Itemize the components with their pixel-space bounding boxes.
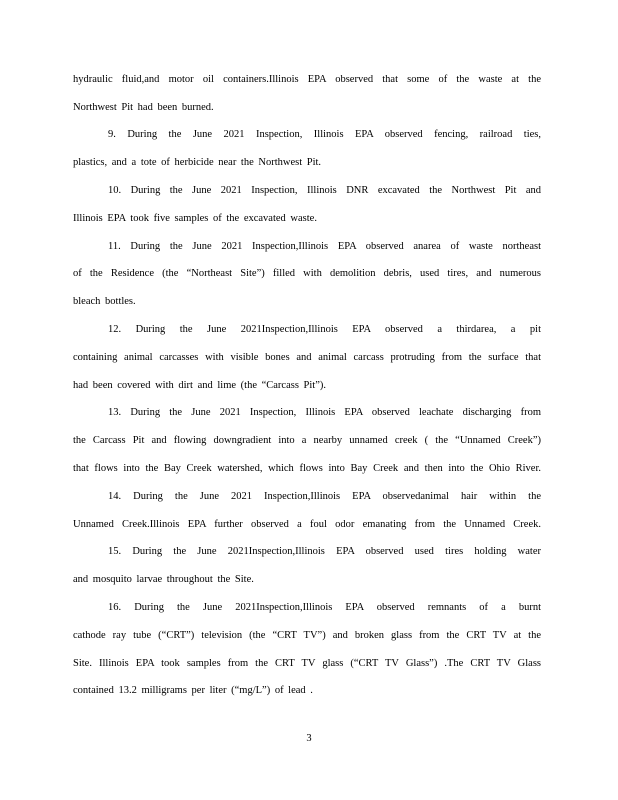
text-line: containing animal carcasses with visible bones and animal carcass protruding from the surface that	[73, 352, 541, 363]
text-line: bleach bottles.	[73, 296, 136, 307]
text-line: Northwest Pit had been burned.	[73, 102, 214, 113]
paragraph-9-line: 9. During the June 2021 Inspection, Illinois EPA observed fencing, railroad ties,	[108, 129, 541, 140]
text-line: and mosquito larvae throughout the Site.	[73, 574, 254, 585]
text-line: contained 13.2 milligrams per liter (“mg/L”) of lead .	[73, 685, 313, 696]
paragraph-10-line: 10. During the June 2021 Inspection, Illinois DNR excavated the Northwest Pit and	[108, 185, 541, 196]
paragraph-15-line: 15. During the June 2021Inspection,Illinois EPA observed used tires holding water	[108, 546, 541, 557]
text-line: of the Residence (the “Northeast Site”) filled with demolition debris, used tires, and numerous	[73, 268, 541, 279]
text-line: Site. Illinois EPA took samples from the CRT TV glass (“CRT TV Glass”) .The CRT TV Glass	[73, 658, 541, 669]
text-line: hydraulic fluid,and motor oil containers.Illinois EPA observed that some of the waste at the	[73, 74, 541, 85]
text-line: Illinois EPA took five samples of the excavated waste.	[73, 213, 317, 224]
text-line: the Carcass Pit and flowing downgradient into a nearby unnamed creek ( the “Unnamed Creek”)	[73, 435, 541, 446]
text-line: had been covered with dirt and lime (the “Carcass Pit”).	[73, 380, 326, 391]
page-number: 3	[306, 733, 312, 744]
paragraph-14-line: 14. During the June 2021 Inspection,Illinois EPA observedanimal hair within the	[108, 491, 541, 502]
paragraph-13-line: 13. During the June 2021 Inspection, Illinois EPA observed leachate discharging from	[108, 407, 541, 418]
text-line: that flows into the Bay Creek watershed, which flows into Bay Creek and then into the Ohio River.	[73, 463, 541, 474]
paragraph-11-line: 11. During the June 2021 Inspection,Illinois EPA observed anarea of waste northeast	[108, 241, 541, 252]
paragraph-16-line: 16. During the June 2021Inspection,Illinois EPA observed remnants of a burnt	[108, 602, 541, 613]
text-line: cathode ray tube (“CRT”) television (the “CRT TV”) and broken glass from the CRT TV at the	[73, 630, 541, 641]
text-line: plastics, and a tote of herbicide near the Northwest Pit.	[73, 157, 322, 168]
text-line: Unnamed Creek.Illinois EPA further observed a foul odor emanating from the Unnamed Creek.	[73, 519, 541, 530]
paragraph-12-line: 12. During the June 2021Inspection,Illinois EPA observed a thirdarea, a pit	[108, 324, 541, 335]
